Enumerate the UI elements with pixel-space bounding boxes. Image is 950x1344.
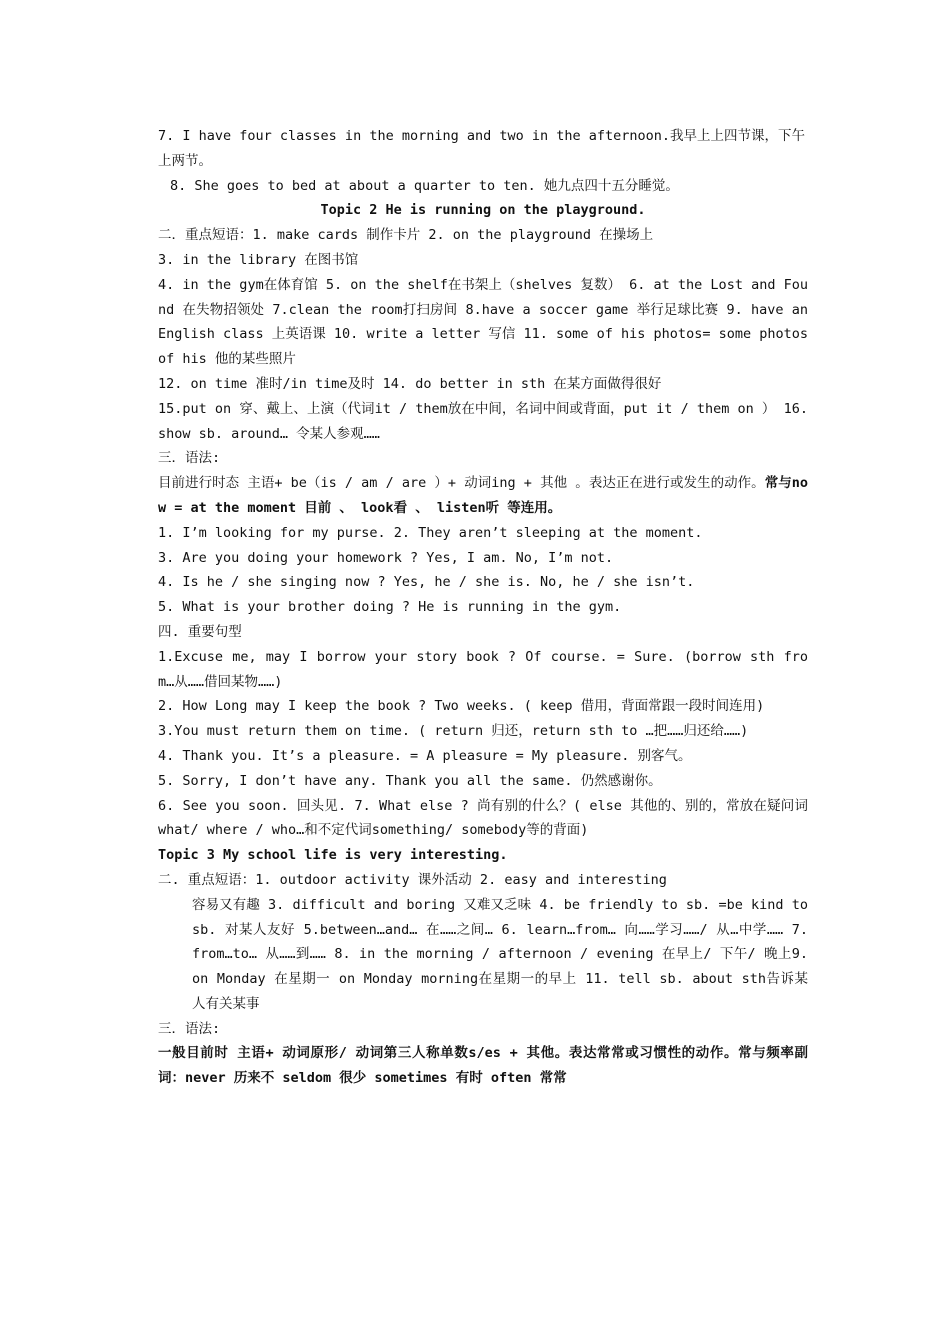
text-paragraph: 15.put on 穿、戴上、上演（代词it / them放在中间，名词中间或背面，put it / them on ） 16. show sb. around… 令某人参观……	[158, 400, 808, 442]
text-paragraph: 容易又有趣 3. difficult and boring 又难又乏味 4. be friendly to sb. =be kind to sb. 对某人友好 5.between…and… 在……之间… 6. learn…from… 向……学习……/ 从…中学…… 7. from…to… 从……到…… 8. in the morning / afternoon / evening 在早上/ 下午/ 晚上9.on Monday 在星期一 on Monday morning在星期一的早上 11. tell sb. about sth告诉某人有关某事	[192, 896, 808, 1012]
text-paragraph	[158, 471, 808, 521]
sentence-line: 5. Sorry, I don’t have any. Thank you all the same. 仍然感谢你。	[158, 772, 662, 789]
sentence-line: 1.Excuse me, may I borrow your story book ? Of course. = Sure. (borrow sth from…从……借回某物……)	[158, 648, 808, 690]
section-title: Topic 2 He is running on the playground.	[320, 202, 646, 219]
text-line: 3. in the library 在图书馆	[158, 251, 359, 268]
grammar-bold-paragraph: 一般目前时 主语+ 动词原形/ 动词第三人称单数s/es + 其他。表达常常或习惯性的动作。常与频率副词：never 历来不 seldom 很少 sometimes 有时 often 常常	[158, 1045, 808, 1087]
text-line: 8. She goes to bed at about a quarter to ten. 她九点四十五分睡觉。	[170, 177, 679, 194]
example-line: 5. What is your brother doing ? He is running in the gym.	[158, 599, 622, 616]
example-line: 4. Is he / she singing now ? Yes, he / she is. No, he / she isn’t.	[158, 574, 695, 591]
grammar-bold-text: 常与now = at the moment 目前 、 look看 、 listen听 等连用。	[158, 475, 808, 516]
example-line: 3. Are you doing your homework ? Yes, I am. No, I’m not.	[158, 549, 614, 566]
document-page	[158, 124, 808, 1091]
section-title: Topic 3 My school life is very interesting.	[158, 847, 508, 864]
section-heading: 四. 重要句型	[158, 623, 242, 640]
text-line: 7. I have four classes in the morning and two in the afternoon.我早上上四节课，下午上两节。	[158, 128, 806, 169]
section-heading: 三．语法:	[158, 450, 221, 467]
sentence-line: 2. How Long may I keep the book ? Two weeks. ( keep 借用，背面常跟一段时间连用)	[158, 698, 765, 715]
text-line: 二．重点短语：1. make cards 制作卡片 2. on the playground 在操场上	[158, 227, 654, 244]
text-line: 12. on time 准时/in time及时 14. do better in sth 在某方面做得很好	[158, 375, 662, 392]
sentence-line: 4. Thank you. It’s a pleasure. = A pleasure = My pleasure. 别客气。	[158, 747, 692, 764]
text-line: 二. 重点短语：1. outdoor activity 课外活动 2. easy and interesting	[158, 871, 667, 888]
sentence-line: 3.You must return them on time. ( return 归还，return sth to …把……归还给……)	[158, 723, 749, 740]
grammar-text: 目前进行时态 主语+ be（is / am / are ）+ 动词ing + 其他 。表达正在进行或发生的动作。	[158, 475, 765, 492]
example-line: 1. I’m looking for my purse. 2. They aren’t sleeping at the moment.	[158, 524, 703, 541]
section-heading: 三．语法:	[158, 1020, 221, 1037]
sentence-line: 6. See you soon. 回头见. 7. What else ? 尚有别的什么？( else 其他的、别的，常放在疑问词what/ where / who…和不定代词something/ somebody等的背面)	[158, 797, 809, 839]
text-paragraph: 4. in the gym在体育馆 5. on the shelf在书架上（shelves 复数） 6. at the Lost and Found 在失物招领处 7.clean the room打扫房间 8.have a soccer game 举行足球比赛 9. have an English class 上英语课 10. write a letter 写信 11. some of his photos= some photos of his 他的某些照片	[158, 276, 808, 368]
